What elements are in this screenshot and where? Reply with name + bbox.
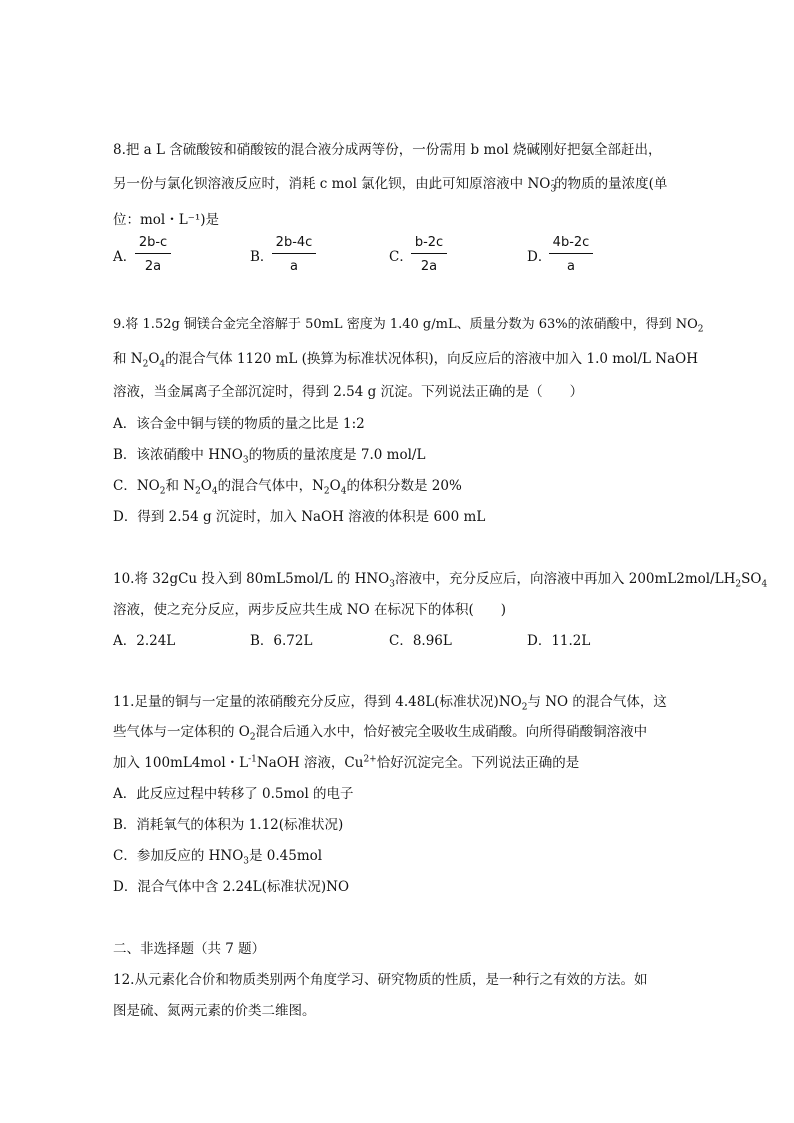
q9-line-3: 溶液，当金属离子全部沉淀时，得到 2.54 g 沉淀。下列说法正确的是（ ） xyxy=(113,384,584,400)
q9-option-c: C．$NO_2$和 $N_2O_4$的混合气体中，$N_2O_4$的体积分数是 20% xyxy=(113,478,462,497)
q8-option-b-denominator: a xyxy=(290,259,298,274)
q12-line-1: 12.从元素化合价和物质类别两个角度学习、研究物质的性质，是一种行之有效的方法。如 xyxy=(113,972,648,988)
q9-line-2: 和 $N_2O_4$的混合气体 1120 mL (换算为标准状况体积)，向反应后的溶液中加入 1.0 mol/L NaOH xyxy=(113,351,698,370)
q8-option-d-fraction xyxy=(549,235,593,274)
q10-option-d: D．11.2L xyxy=(527,633,591,649)
q11-option-c: C．参加反应的 $HNO_3$是 0.45mol xyxy=(113,848,323,867)
q11-line-3: 加入 100mL4mol・$L^{-1}NaOH$ 溶液，$Cu^{2+}$恰好沉淀完全。下列说法正确的是 xyxy=(113,754,580,771)
q8-option-c-numerator: b-2c xyxy=(414,235,444,250)
q11-line-1: 11.足量的铜与一定量的浓硝酸充分反应，得到 4.48L(标准状况)$NO_2$与 NO 的混合气体，这 xyxy=(113,694,667,713)
q10-line-1: 10.将 32gCu 投入到 80mL5mol/L 的 $HNO_3$溶液中，充分反应后，向溶液中再加入 $200mL2mol/LH_2SO_4$ xyxy=(113,571,768,590)
q9-option-d: D．得到 2.54 g 沉淀时，加入 NaOH 溶液的体积是 600 mL xyxy=(113,509,486,525)
q8-option-c-fraction xyxy=(411,235,447,274)
q11-option-a: A．此反应过程中转移了 0.5mol 的电子 xyxy=(113,786,354,802)
q8-option-d-denominator: a xyxy=(567,259,575,274)
q8-option-b-fraction xyxy=(272,235,316,274)
q11-option-b: B．消耗氧气的体积为 1.12(标准状况) xyxy=(113,817,344,833)
q10-option-c: C．8.96L xyxy=(389,633,452,649)
q9-option-b: B．该浓硝酸中 $HNO_3$的物质的量浓度是 7.0 mol/L xyxy=(113,447,426,466)
q8-line-2: 另一份与氯化钡溶液反应时，消耗 c mol 氯化钡，由此可知原溶液中 $NO_3^-$的物质的量浓度(单 xyxy=(113,175,668,195)
q8-line-3: 位：mol・L⁻¹)是 xyxy=(113,212,220,228)
q8-option-d-numerator: 4b-2c xyxy=(552,235,590,250)
q9-line-1: 9.将 1.52g 铜镁合金完全溶解于 50mL 密度为 1.40 g/mL、质量分数为 63%的浓硝酸中，得到 $NO_2$ xyxy=(113,317,704,335)
q8-option-b-label: B． xyxy=(250,249,274,265)
q8-option-a-denominator: 2a xyxy=(144,259,162,274)
q8-option-c-denominator: 2a xyxy=(420,259,438,274)
q11-option-d: D．混合气体中含 2.24L(标准状况)NO xyxy=(113,879,350,895)
q10-option-a: A．2.24L xyxy=(113,633,176,649)
q8-option-b-numerator: 2b-4c xyxy=(275,235,313,250)
q8-option-a-numerator: 2b-c xyxy=(138,235,168,250)
q8-option-a-label: A． xyxy=(113,249,137,265)
q10-line-2: 溶液，使之充分反应，两步反应共生成 NO 在标况下的体积( ) xyxy=(113,602,506,618)
q8-option-a-fraction xyxy=(135,235,171,274)
q12-line-2: 图是硫、氮两元素的价类二维图。 xyxy=(113,1003,316,1019)
q8-option-c-label: C． xyxy=(389,249,413,265)
section-2-title: 二、非选择题（共 7 题） xyxy=(113,941,266,957)
q9-option-a: A．该合金中铜与镁的物质的量之比是 1:2 xyxy=(113,416,365,432)
q11-line-2: 些气体与一定体积的 $O_2$混合后通入水中，恰好被完全吸收生成硝酸。向所得硝酸铜溶液中 xyxy=(113,724,648,743)
q8-line-1: 8.把 a L 含硫酸铵和硝酸铵的混合液分成两等份，一份需用 b mol 烧碱刚好把氨全部赶出， xyxy=(113,142,662,158)
q10-option-b: B．6.72L xyxy=(250,633,313,649)
q8-option-d-label: D． xyxy=(527,249,552,265)
